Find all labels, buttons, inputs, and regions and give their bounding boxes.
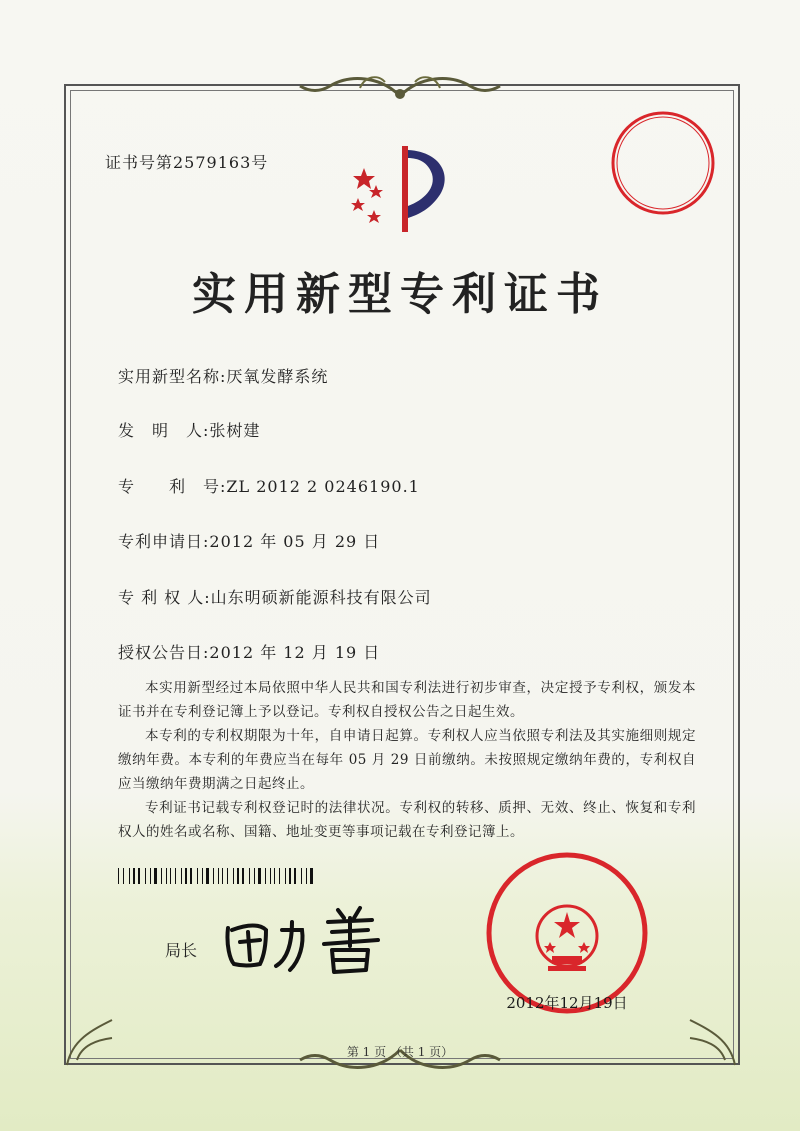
field-patent-number [118, 474, 420, 497]
field-value: 山东明硕新能源科技有限公司 [210, 588, 432, 607]
field-label: 授权公告日: [118, 643, 210, 662]
field-label: 专 利 权 人: [118, 588, 211, 607]
field-label: 实用新型名称: [118, 367, 227, 386]
field-label: 专利申请日: [118, 532, 210, 551]
field-inventor [118, 418, 260, 441]
body-paragraph: 本专利的专利权期限为十年，自申请日起算。专利权人应当依照专利法及其实施细则规定缴纳年费。本专利的年费应当在每年 05 月 29 日前缴纳。未按照规定缴纳年费的，专利权自应当缴纳年费期满之日起终止。 [118, 728, 696, 792]
field-label: 发 明 人: [118, 421, 210, 440]
field-value: 2012 年 12 月 19 日 [209, 643, 381, 662]
field-label: 专 利 号: [118, 477, 227, 496]
director-label: 局长 [165, 941, 198, 960]
field-value: 张树建 [209, 421, 261, 440]
field-value: 2012 年 05 月 29 日 [209, 532, 381, 551]
body-paragraph: 专利证书记载专利权登记时的法律状况。专利权的转移、质押、无效、终止、恢复和专利权人的姓名或名称、国籍、地址变更等事项记载在专利登记簿上。 [118, 800, 696, 840]
certificate-title: 实用新型专利证书 [192, 269, 608, 320]
seal-date: 2012年12月19日 [506, 994, 628, 1012]
certificate-body [118, 676, 696, 844]
page-footer: 第 1 页 （共 1 页） [346, 1045, 454, 1059]
field-application-date [118, 529, 380, 552]
body-paragraph: 本实用新型经过本局依照中华人民共和国专利法进行初步审查，决定授予专利权，颁发本证书并在专利登记簿上予以登记。专利权自授权公告之日起生效。 [118, 680, 696, 720]
director-signature-icon [220, 900, 390, 980]
patent-office-logo-icon [344, 140, 464, 240]
field-value: ZL 2012 2 0246190.1 [226, 477, 420, 496]
tax-stamp-seal-icon [608, 108, 718, 218]
field-value: 厌氧发酵系统 [226, 367, 329, 386]
certificate-number: 证书号第2579163号 [105, 153, 269, 172]
field-utility-model-name [118, 364, 328, 387]
field-grant-date [118, 640, 380, 663]
top-ornament-icon [290, 66, 510, 106]
field-patentee [118, 585, 432, 608]
barcode-icon [118, 868, 318, 884]
